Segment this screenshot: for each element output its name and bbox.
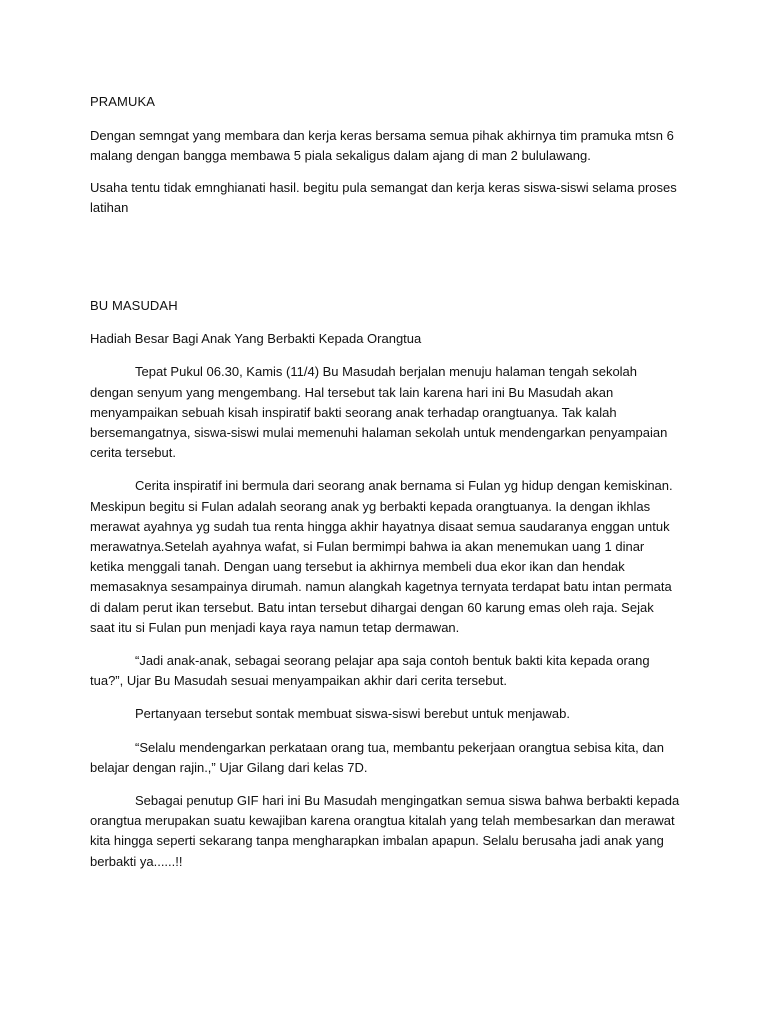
section-bu-masudah [90, 296, 680, 872]
article-subtitle: Hadiah Besar Bagi Anak Yang Berbakti Kepada Orangtua [90, 331, 422, 347]
section-heading-pramuka: PRAMUKA [90, 94, 155, 109]
paragraph-masudah-6: Sebagai penutup GIF hari ini Bu Masudah mengingatkan semua siswa bahwa berbakti kepada orangtua merupakan suatu kewajiban karena orangtua kitalah yang telah membesarkan dan merawat kita hingga seperti sekarang tanpa mengharapkan imbalan apapun. Selalu berusaha jadi anak yang berbakti ya......!! [90, 793, 680, 869]
paragraph-pramuka-2: Usaha tentu tidak emnghianati hasil. begitu pula semangat dan kerja keras siswa-siswi selama proses latihan [90, 179, 677, 215]
paragraph-masudah-4: Pertanyaan tersebut sontak membuat siswa-siswi berebut untuk menjawab. [135, 706, 570, 722]
paragraph-masudah-1: Tepat Pukul 06.30, Kamis (11/4) Bu Masudah berjalan menuju halaman tengah sekolah dengan senyum yang mengembang. Hal tersebut tak lain karena hari ini Bu Masudah akan menyampaikan sebuah kisah inspiratif bakti seorang anak terhadap orangtuanya. Tak kalah bersemangatnya, siswa-siswi mulai memenuhi halaman sekolah untuk mendengarkan penyampaian cerita tersebut. [90, 364, 668, 461]
section-heading-bu-masudah: BU MASUDAH [90, 298, 178, 313]
paragraph-masudah-5: “Selalu mendengarkan perkataan orang tua, membantu pekerjaan orangtua sebisa kita, dan belajar dengan rajin.,” Ujar Gilang dari kelas 7D. [90, 739, 665, 775]
paragraph-pramuka-1: Dengan semngat yang membara dan kerja keras bersama semua pihak akhirnya tim pramuka mtsn 6 malang dengan bangga membawa 5 piala sekaligus dalam ajang di man 2 bululawang. [90, 127, 674, 163]
paragraph-masudah-3: “Jadi anak-anak, sebagai seorang pelajar apa saja contoh bentuk bakti kita kepada orang tua?”, Ujar Bu Masudah sesuai menyampaikan akhir dari cerita tersebut. [90, 653, 650, 689]
paragraph-masudah-2: Cerita inspiratif ini bermula dari seorang anak bernama si Fulan yg hidup dengan kemiskinan. Meskipun begitu si Fulan adalah seorang anak yg berbakti kepada orangtuanya. Ia dengan ikhlas merawat ayahnya yg sudah tua renta hingga akhir hayatnya disaat semua saudaranya enggan untuk merawatnya.Setelah ayahnya wafat, si Fulan bermimpi bahwa ia akan menemukan uang 1 dinar ketika menggali tanah. Dengan uang tersebut ia akhirnya membeli dua ekor ikan dan hendak memasaknya sesampainya dirumah. namun alangkah kagetnya ternyata terdapat batu intan permata di dalam perut ikan tersebut. Batu intan tersebut dihargai dengan 60 karung emas oleh raja. Sejak saat itu si Fulan pun menjadi kaya raya namun tetap dermawan. [90, 478, 673, 635]
section-pramuka [90, 92, 680, 219]
